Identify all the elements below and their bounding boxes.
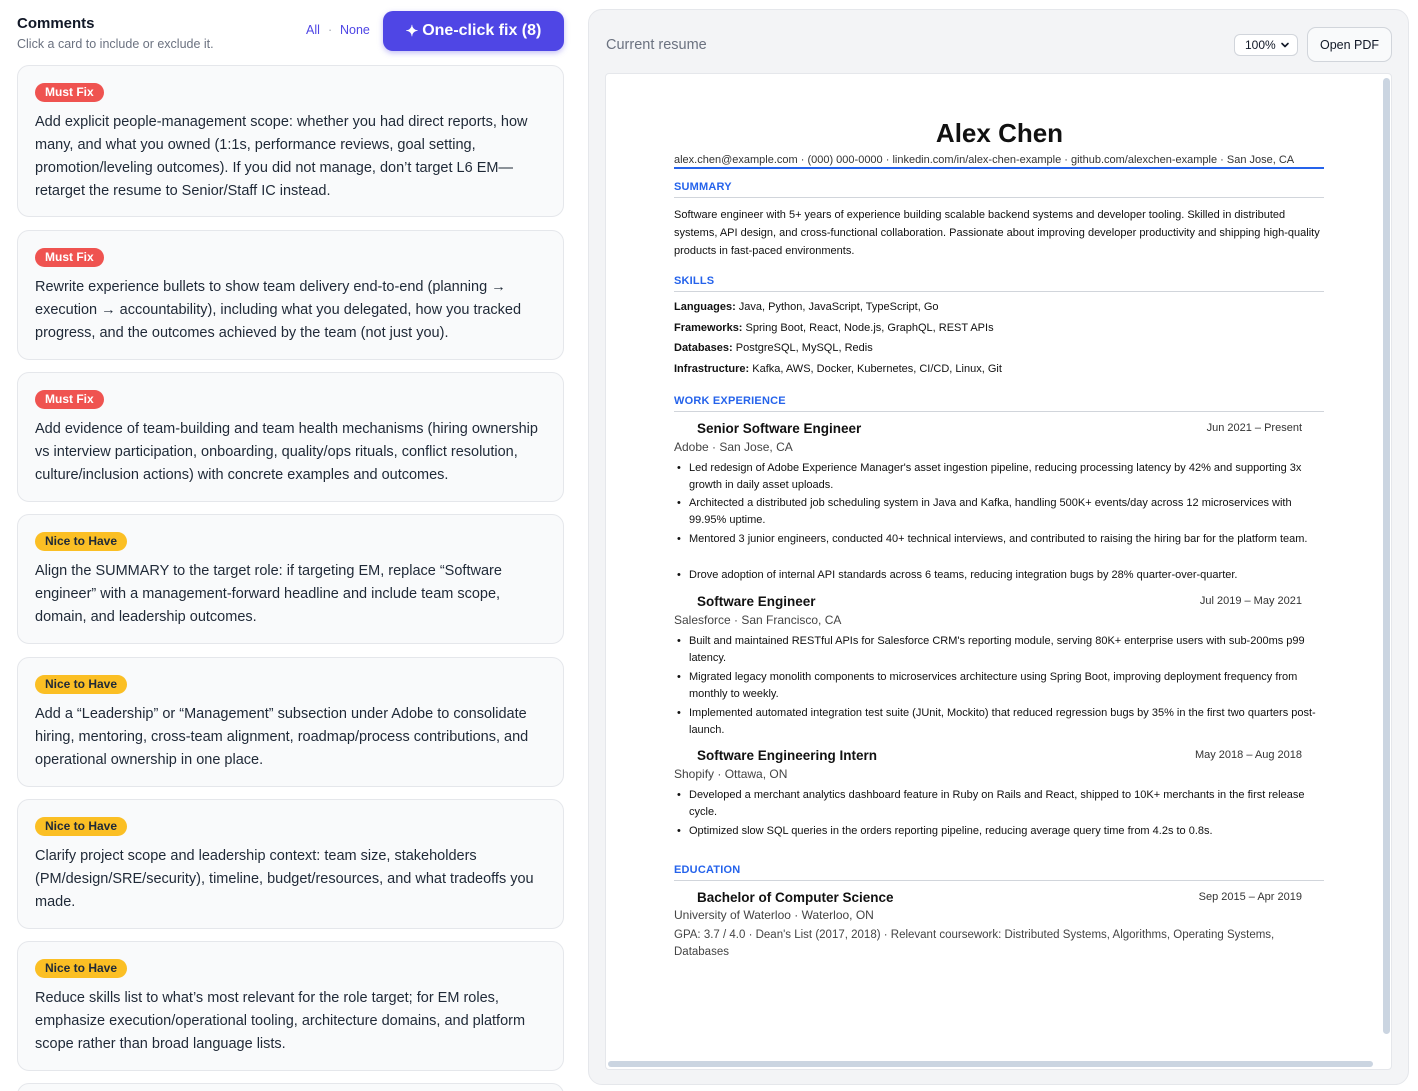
school-name: University of Waterloo · Waterloo, ON [674,908,874,922]
chevron-down-icon [1279,39,1291,51]
education-details: GPA: 3.7 / 4.0 · Dean's List (2017, 2018) · Relevant coursework: Distributed Systems, Algorithms, Operating Systems, Databases [674,929,1275,958]
degree-title: Bachelor of Computer Science [697,890,894,905]
skill-line: Frameworks: Spring Boot, React, Node.js, GraphQL, REST APIs [674,322,994,334]
skill-line: Infrastructure: Kafka, AWS, Docker, Kubernetes, CI/CD, Linux, Git [674,363,1002,375]
must-fix-badge: Must Fix [35,248,104,267]
job-company: Adobe · San Jose, CA [674,440,793,454]
nice-to-have-badge: Nice to Have [35,817,127,836]
job-bullet: • Migrated legacy monolith components to microservices architecture using Spring Boot, improving deployment frequency from monthly to weekly. [677,671,1298,700]
job-title: Software Engineering Intern [697,748,878,763]
education-dates: Sep 2015 – Apr 2019 [1198,891,1302,903]
comment-text: Add evidence of team-building and team health mechanisms (hiring ownership vs interview participation, onboarding, quality/ops rituals, conflict resolution, culture/inclusion actions) with concrete examples and outcomes. [35,421,538,483]
preview-title: Current resume [606,37,707,53]
comment-text: Clarify project scope and leadership context: team size, stakeholders (PM/design/SRE/security), timeline, budget/resources, and what tradeoffs you made. [35,848,534,910]
must-fix-badge: Must Fix [35,390,104,409]
comment-text: Add explicit people-management scope: whether you had direct reports, how many, and what you owned (1:1s, performance reviews, goal setting, promotion/leveling outcomes). If you did not manage, don’t target L6 EM—retarget the resume to Senior/Staff IC instead. [35,114,528,199]
job-title: Software Engineer [697,594,816,609]
job-bullet: • Led redesign of Adobe Experience Manager's asset ingestion pipeline, reducing processing latency by 42% and supporting 3x growth in daily asset uploads. [677,462,1302,491]
comment-card[interactable] [17,230,564,360]
job-dates: Jul 2019 – May 2021 [1199,595,1302,607]
section-divider [674,197,1324,198]
skill-line: Languages: Java, Python, JavaScript, TypeScript, Go [674,301,939,313]
job-company: Salesforce · San Francisco, CA [674,613,842,627]
open-pdf-button[interactable]: Open PDF [1307,27,1392,62]
job-dates: Jun 2021 – Present [1206,422,1302,434]
comments-panel [0,0,582,1091]
job-bullet: • Mentored 3 junior engineers, conducted 40+ technical interviews, and contributed to raising the hiring bar for the platform team. [677,533,1308,545]
vertical-scrollbar[interactable] [1383,78,1390,1034]
comment-card[interactable] [17,657,564,787]
summary-heading: SUMMARY [674,181,732,193]
comment-text: Reduce skills list to what’s most relevant for the role target; for EM roles, emphasize execution/operational tooling, architecture domains, and platform scope rather than broad language lists. [35,990,526,1052]
job-bullet: • Built and maintained RESTful APIs for Salesforce CRM's reporting module, serving 80K+ enterprise users with sub-200ms p99 latency. [677,635,1305,664]
horizontal-scrollbar[interactable] [608,1061,1373,1067]
nice-to-have-badge: Nice to Have [35,532,127,551]
work-heading: WORK EXPERIENCE [674,395,786,407]
summary-text: Software engineer with 5+ years of experience building scalable backend systems and developer tooling. Skilled in distributed systems, API design, and cross-functional collaboration. Passionate about improving developer productivity and shipping high-quality products in fast-paced environments. [674,209,1320,257]
comment-card[interactable] [17,65,564,217]
job-bullet: • Optimized slow SQL queries in the orders reporting pipeline, reducing average query time from 4.2s to 0.8s. [677,825,1213,837]
sparkle-icon: ✦ [405,23,419,40]
must-fix-badge: Must Fix [35,83,104,102]
comment-card[interactable] [17,514,564,644]
education-heading: EDUCATION [674,864,741,876]
job-bullet: • Implemented automated integration test suite (JUnit, Mockito) that reduced regression bugs by 35% in the first two quarters post-launch. [677,707,1316,736]
comment-card[interactable] [17,372,564,502]
comment-card[interactable] [17,799,564,929]
job-bullet: • Drove adoption of internal API standards across 6 teams, reducing integration bugs by 28% quarter-over-quarter. [677,569,1238,581]
zoom-select[interactable] [1234,34,1298,56]
skill-line: Databases: PostgreSQL, MySQL, Redis [674,342,873,354]
job-title: Senior Software Engineer [697,421,862,436]
header-divider [674,167,1324,169]
section-divider [674,411,1324,412]
comment-text: Align the SUMMARY to the target role: if targeting EM, replace “Software engineer” with a management-forward headline and include team scope, domain, and leadership outcomes. [35,563,502,625]
comment-card[interactable] [17,1083,564,1091]
resume-preview-panel [588,9,1409,1085]
select-separator: · [328,23,333,37]
select-all-link[interactable]: All [306,23,320,37]
skills-heading: SKILLS [674,275,715,287]
one-click-fix-label: One-click fix (8) [422,22,542,39]
comment-text: Add a “Leadership” or “Management” subsection under Adobe to consolidate hiring, mentoring, cross-team alignment, roadmap/process contributions, and operational ownership in one place. [35,706,529,768]
pdf-viewer[interactable] [605,73,1392,1070]
job-company: Shopify · Ottawa, ON [674,767,788,781]
comment-text: Rewrite experience bullets to show team delivery end-to-end (planning → execution → accountability), including what you delegated, how you tracked progress, and the outcomes achieved by the team (not just you). [35,279,522,341]
one-click-fix-button[interactable] [383,11,564,51]
nice-to-have-badge: Nice to Have [35,675,127,694]
comments-subtitle: Click a card to include or exclude it. [17,37,214,51]
nice-to-have-badge: Nice to Have [35,959,127,978]
resume-contact: alex.chen@example.com · (000) 000-0000 · linkedin.com/in/alex-chen-example · github.com/alexchen-example · San Jose, CA [674,154,1295,166]
comment-card[interactable] [17,941,564,1071]
section-divider [674,880,1324,881]
job-bullet: • Architected a distributed job scheduling system in Java and Kafka, handling 500K+ events/day across 12 microservices with 99.95% uptime. [677,497,1292,526]
job-bullet: • Developed a merchant analytics dashboard feature in Ruby on Rails and React, shipped to 10K+ merchants in the first release cycle. [677,789,1305,818]
comments-title: Comments [17,15,95,32]
job-dates: May 2018 – Aug 2018 [1194,749,1302,761]
resume-name: Alex Chen [935,118,1064,148]
section-divider [674,291,1324,292]
select-none-link[interactable]: None [340,23,370,37]
zoom-value: 100% [1245,38,1276,52]
